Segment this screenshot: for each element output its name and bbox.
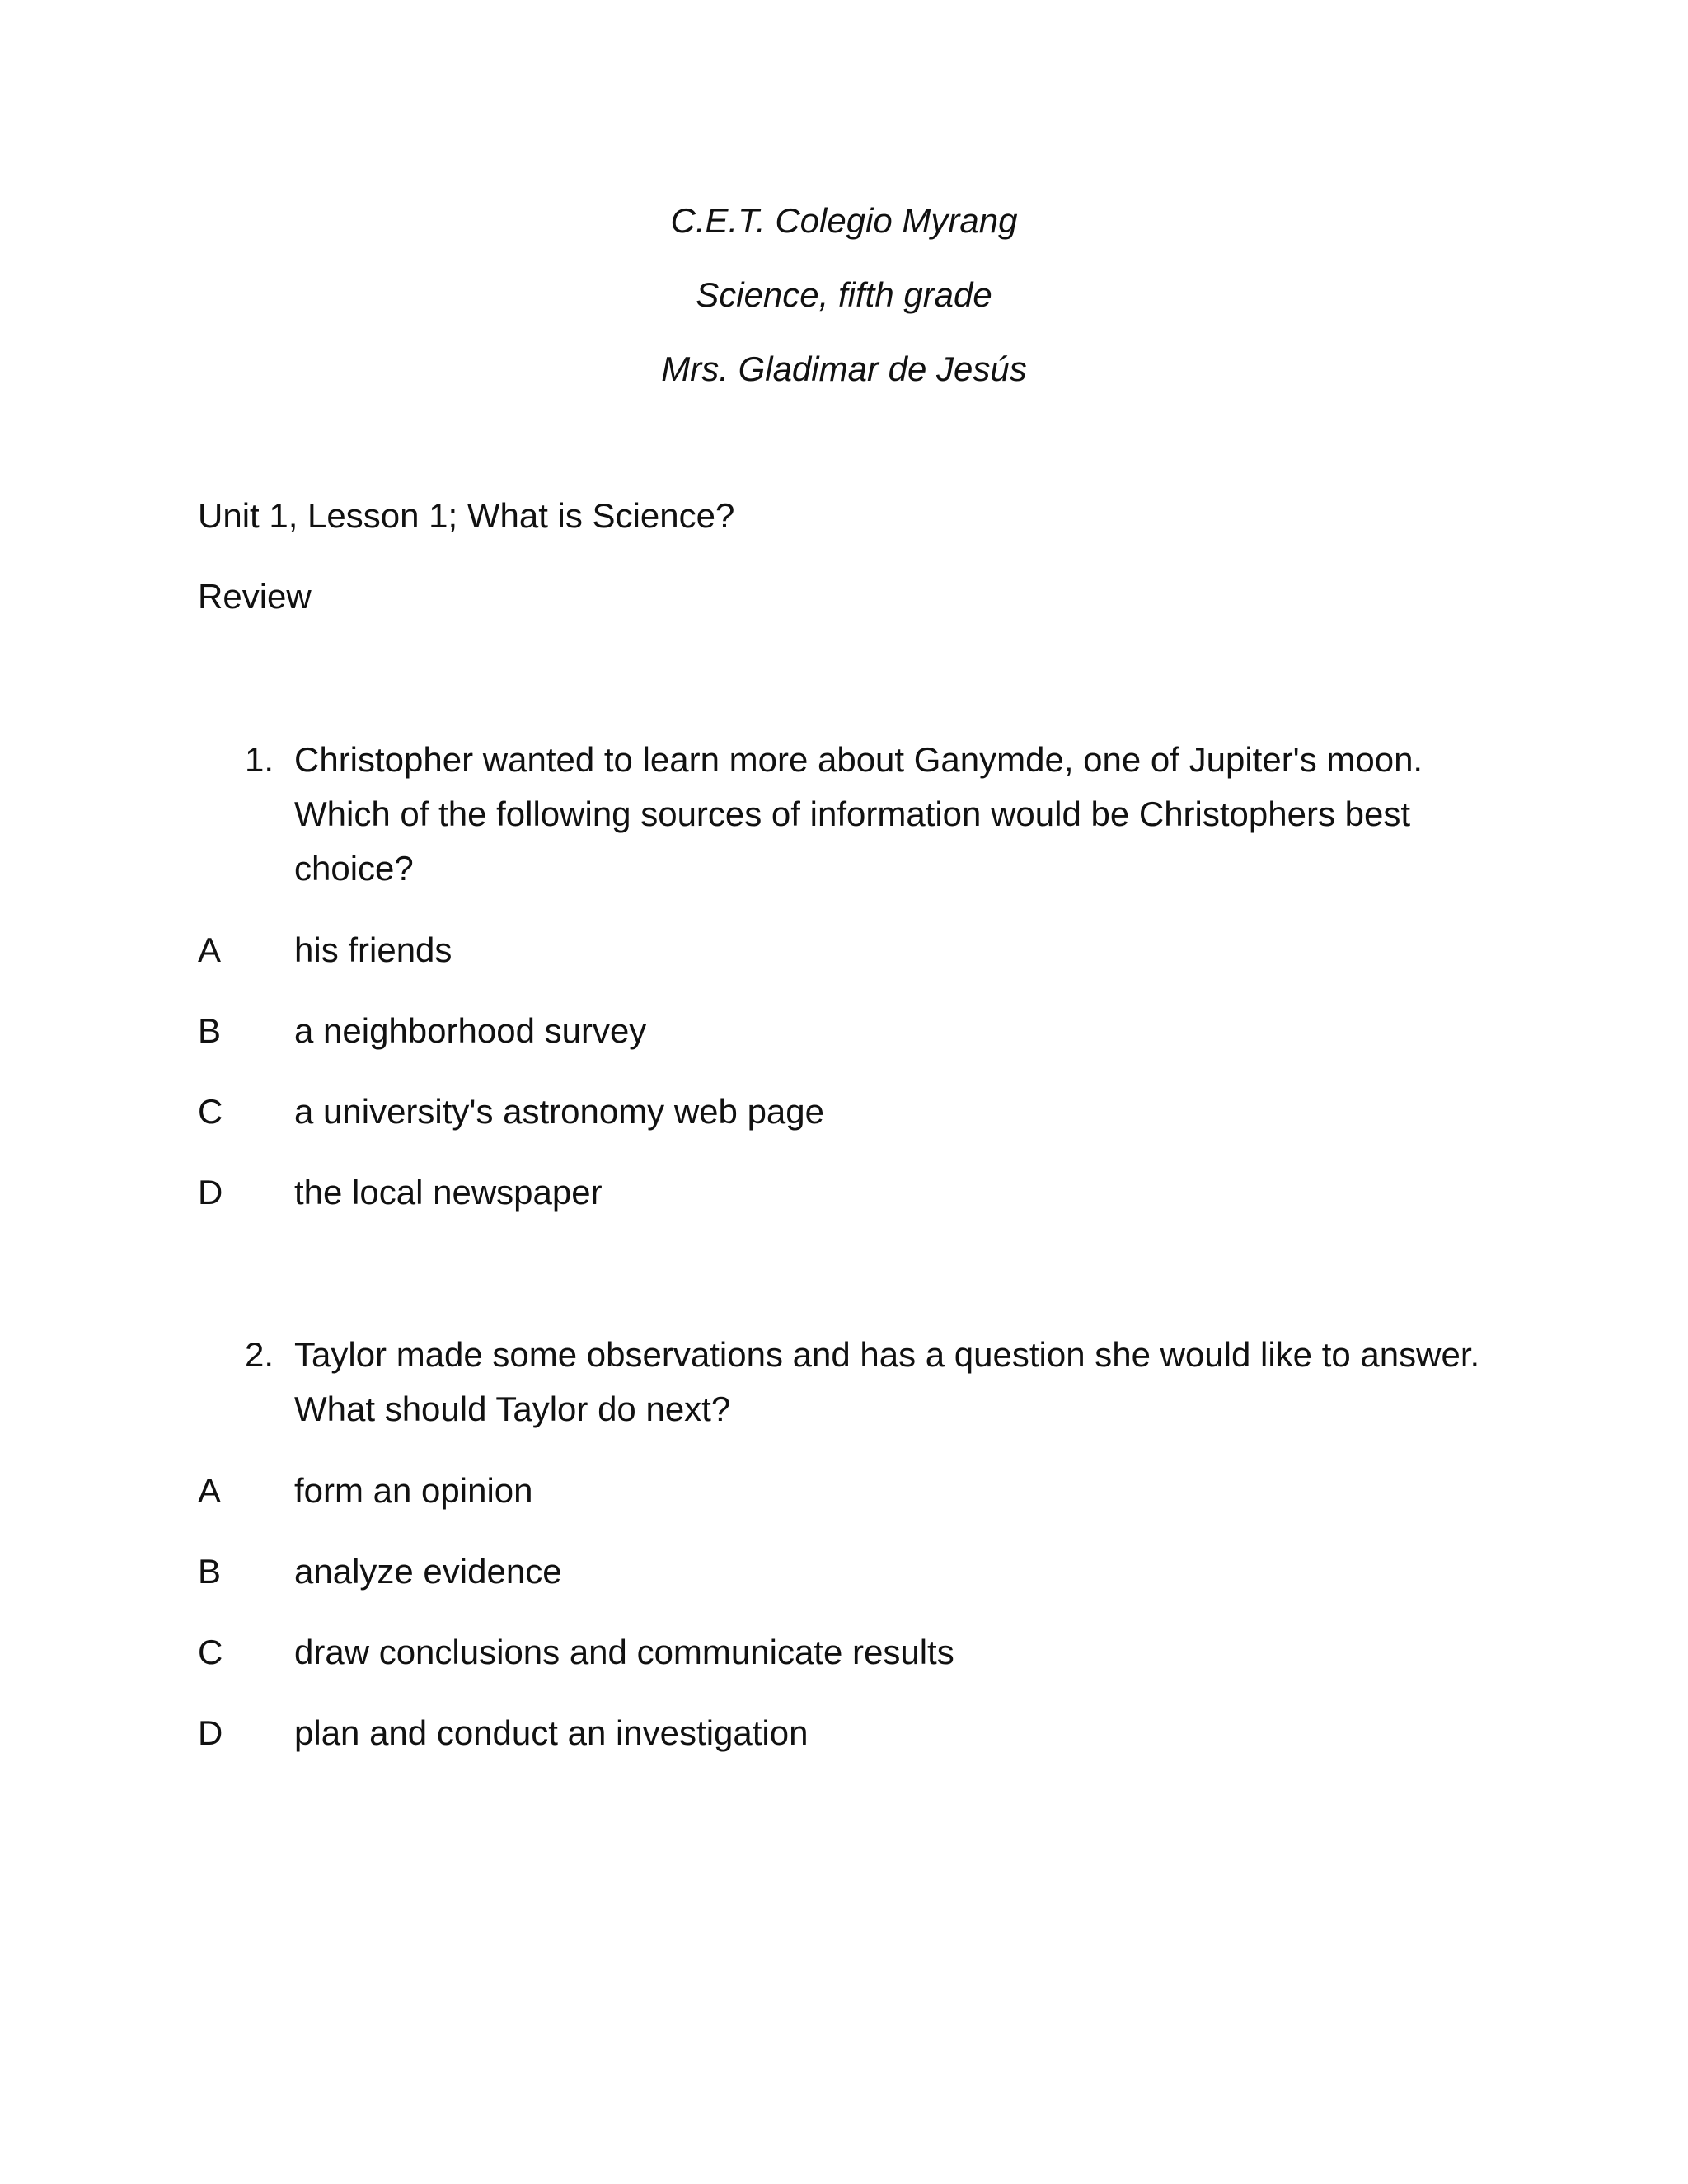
question-text: Christopher wanted to learn more about Ganymde, one of Jupiter's moon. Which of the following sources of information would be Christophers best choice? — [294, 740, 1423, 888]
option-text: a neighborhood survey — [294, 1011, 647, 1050]
course-name: Science, fifth grade — [696, 275, 992, 314]
option-text: draw conclusions and communicate results — [294, 1633, 954, 1671]
option-text: form an opinion — [294, 1471, 533, 1510]
option-letter: D — [198, 1173, 223, 1212]
option-text: analyze evidence — [294, 1552, 562, 1591]
option-text: the local newspaper — [294, 1173, 603, 1212]
school-name: C.E.T. Colegio Myrang — [670, 201, 1018, 240]
option-letter: A — [198, 930, 222, 969]
option-text: plan and conduct an investigation — [294, 1713, 809, 1752]
section-title: Review — [198, 577, 312, 616]
question-number: 1. — [245, 740, 274, 779]
option-letter: A — [198, 1471, 222, 1510]
option-letter: B — [198, 1552, 222, 1591]
lesson-title: Unit 1, Lesson 1; What is Science? — [198, 496, 735, 535]
option-letter: C — [198, 1092, 223, 1131]
option-letter: D — [198, 1713, 223, 1752]
option-text: a university's astronomy web page — [294, 1092, 825, 1131]
teacher-name: Mrs. Gladimar de Jesús — [661, 349, 1027, 388]
option-letter: C — [198, 1633, 223, 1671]
question-text: Taylor made some observations and has a question she would like to answer. What should Taylor do next? — [294, 1335, 1480, 1428]
question-number: 2. — [245, 1335, 274, 1374]
option-letter: B — [198, 1011, 222, 1050]
option-text: his friends — [294, 930, 452, 969]
